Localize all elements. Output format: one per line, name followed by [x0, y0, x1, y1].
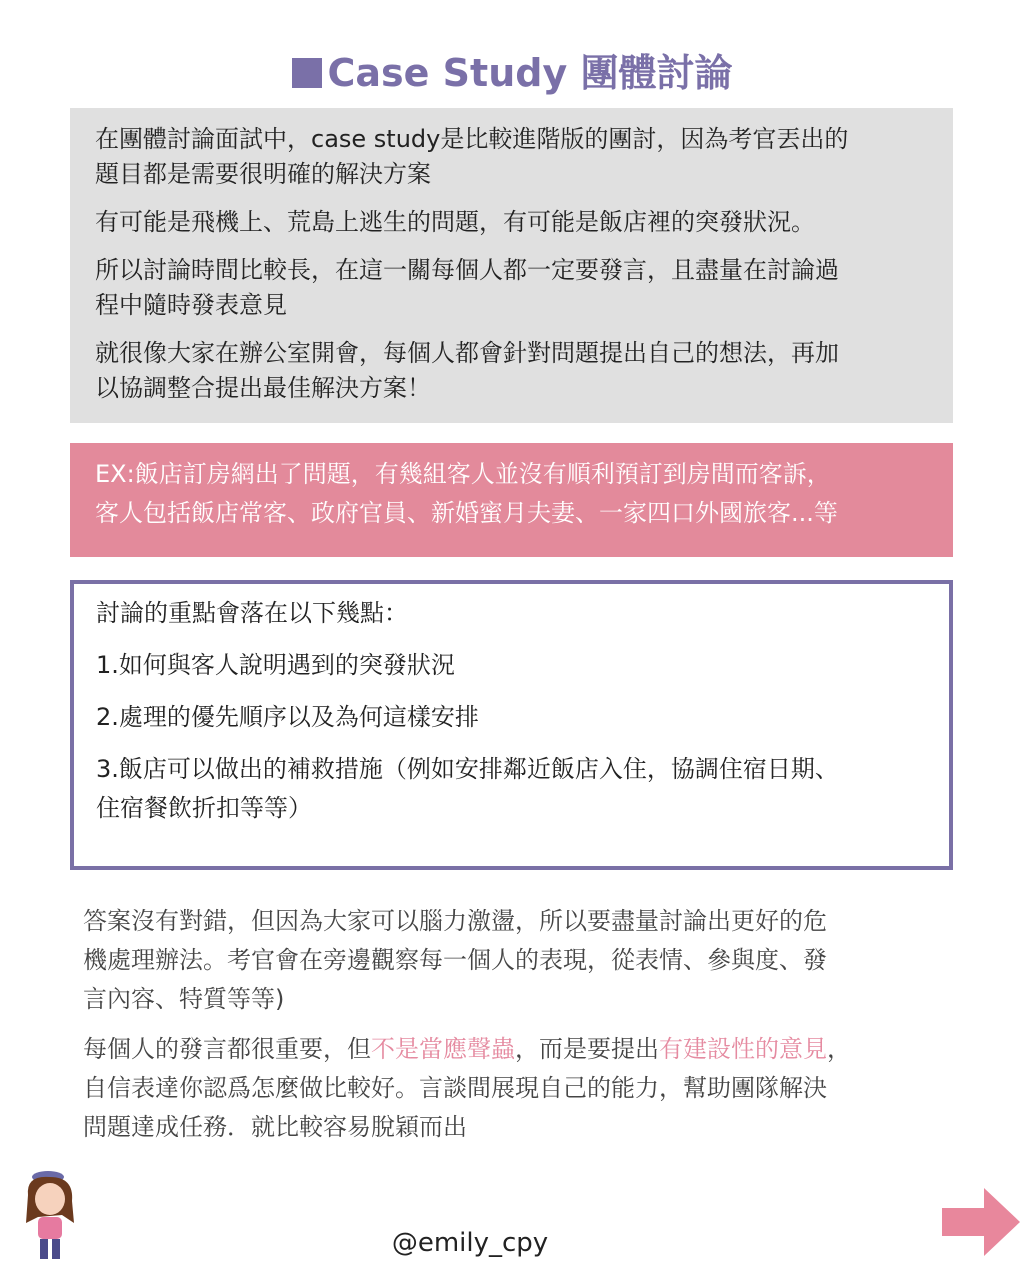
text-line: 在團體討論面試中，case study是比較進階版的團討，因為考官丟出的 [95, 125, 849, 153]
text-line: 所以討論時間比較長，在這一關每個人都一定要發言，且盡量在討論過 [95, 256, 839, 284]
text-line: 問題達成任務．就比較容易脫穎而出 [83, 1113, 467, 1141]
next-arrow-icon[interactable] [942, 1188, 1020, 1256]
text-line [83, 1030, 943, 1069]
text-line: EX:飯店訂房網出了問題，有幾組客人並沒有順利預訂到房間而客訴， [95, 460, 831, 488]
point-item [96, 646, 927, 685]
text-line: 有可能是飛機上、荒島上逃生的問題，有可能是飯店裡的突發狀況。 [95, 208, 815, 236]
text-line: 3.飯店可以做出的補救措施（例如安排鄰近飯店入住，協調住宿日期、 [96, 755, 839, 783]
highlight-text: 不是當應聲蟲 [371, 1035, 515, 1063]
discussion-points-box [70, 580, 953, 870]
point-item [96, 750, 927, 828]
text-segment: ，而是要提出 [515, 1035, 659, 1063]
point-item [96, 698, 927, 737]
square-bullet-icon [292, 58, 322, 88]
text-line: 客人包括飯店常客、政府官員、新婚蜜月夫妻、一家四口外國旅客...等 [95, 499, 838, 527]
intro-paragraph [95, 253, 928, 323]
text-segment: ， [827, 1035, 851, 1063]
text-segment: 每個人的發言都很重要，但 [83, 1035, 371, 1063]
text-line: 題目都是需要很明確的解決方案 [95, 160, 431, 188]
intro-paragraph [95, 205, 928, 240]
text-line: 機處理辦法。考官會在旁邊觀察每一個人的表現，從表情、參與度、發 [83, 946, 827, 974]
example-box [70, 443, 953, 557]
highlight-text: 有建設性的意見 [659, 1035, 827, 1063]
points-heading: 討論的重點會落在以下幾點： [96, 599, 408, 627]
text-line: 程中隨時發表意見 [95, 291, 287, 319]
intro-paragraph [95, 122, 928, 192]
title-text: Case Study 團體討論 [327, 51, 733, 95]
text-line: 1.如何與客人說明遇到的突發狀況 [96, 651, 455, 679]
page-title [0, 48, 1024, 98]
conclusion [83, 902, 943, 1158]
text-line: 住宿餐飲折扣等等） [96, 794, 312, 822]
text-line: 以協調整合提出最佳解決方案！ [95, 374, 431, 402]
example-text [95, 455, 928, 533]
text-line: 就很像大家在辦公室開會，每個人都會針對問題提出自己的想法，再加 [95, 339, 839, 367]
intro-paragraph [95, 336, 928, 406]
conclusion-paragraph [83, 1030, 943, 1147]
text-line: 自信表達你認爲怎麼做比較好。言談間展現自己的能力，幫助團隊解決 [83, 1074, 827, 1102]
text-line: 答案沒有對錯，但因為大家可以腦力激盪，所以要盡量討論出更好的危 [83, 907, 827, 935]
text-line: 2.處理的優先順序以及為何這樣安排 [96, 703, 479, 731]
author-handle: @emily_cpy [391, 1228, 549, 1258]
text-line: 言內容、特質等等) [83, 985, 285, 1013]
conclusion-paragraph [83, 902, 943, 1019]
intro-box [70, 108, 953, 423]
